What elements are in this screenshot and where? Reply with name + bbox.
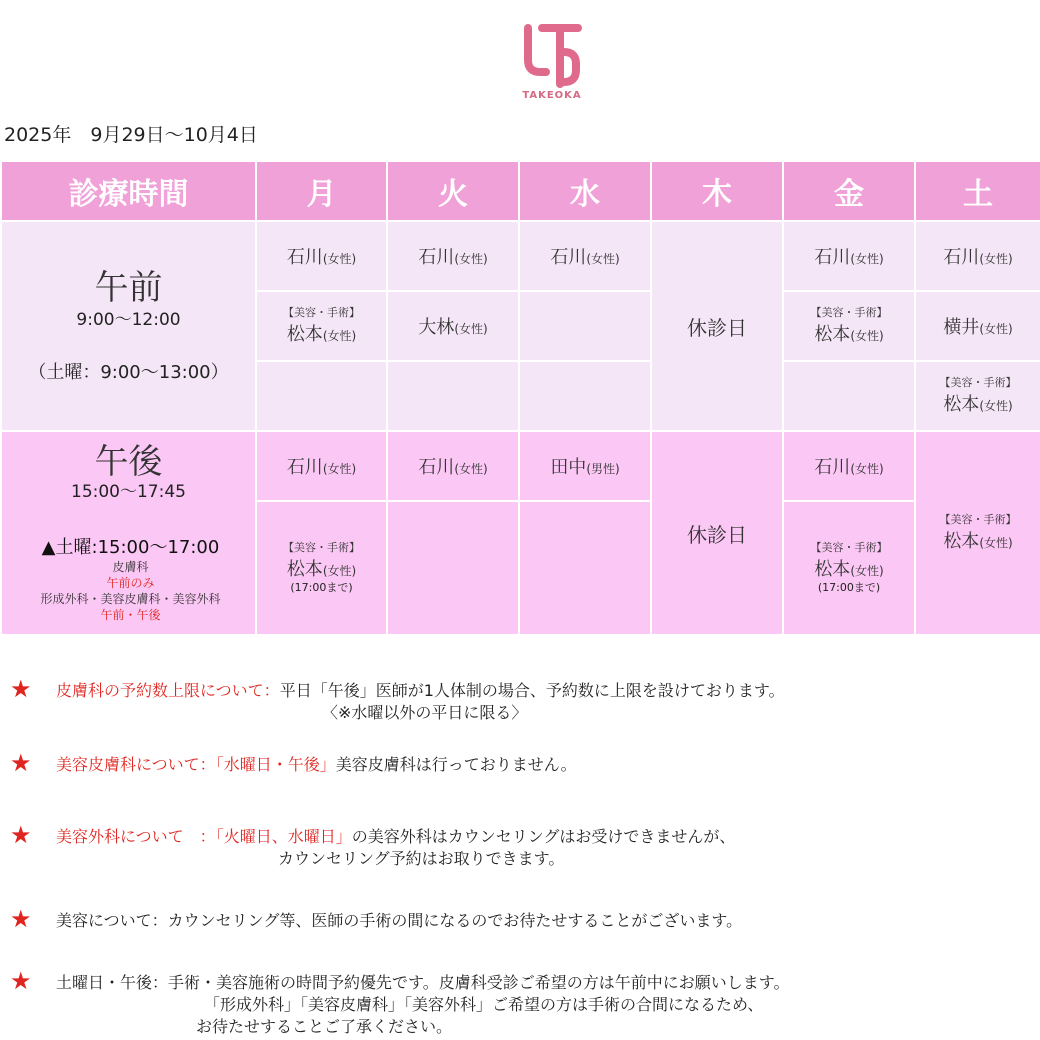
pm-row-1 [1, 431, 1040, 501]
pm-note-derm: 皮膚科 [112, 560, 149, 574]
am-sat-3: 【美容・手術】 松本(女性) [915, 361, 1040, 431]
star-icon: ★ [10, 905, 32, 933]
pm-wed-2 [519, 501, 651, 635]
pm-saturday-time: ▲土曜:15:00～17:00 [41, 537, 220, 558]
am-mon-2: 【美容・手術】 松本(女性) [256, 291, 387, 361]
am-tue-3 [387, 361, 519, 431]
am-title: 午前 [94, 268, 163, 308]
logo-text: TAKEOKA [522, 90, 582, 101]
header-thu: 木 [651, 161, 783, 221]
am-wed-1: 石川(女性) [519, 221, 651, 291]
am-row-1 [1, 221, 1040, 291]
header-sat: 土 [915, 161, 1040, 221]
header-wed: 水 [519, 161, 651, 221]
note-beauty-surgery: ★ 美容外科について ：「火曜日、水曜日」の美容外科はカウンセリングはお受けできませんが、 カウンセリング予約はお取りできます。 [10, 821, 736, 868]
pm-thu-closed: 休診日 [651, 431, 783, 635]
pm-tue-2 [387, 501, 519, 635]
am-fri-3 [783, 361, 915, 431]
header-tue: 火 [387, 161, 519, 221]
pm-label-cell [1, 431, 256, 635]
am-label-cell [1, 221, 256, 431]
star-icon: ★ [10, 967, 32, 995]
am-sat-1: 石川(女性) [915, 221, 1040, 291]
header-hours: 診療時間 [1, 161, 256, 221]
star-icon: ★ [10, 821, 32, 849]
note-derm-limit: ★ 皮膚科の予約数上限について：平日「午後」医師が1人体制の場合、予約数に上限を設けております。 〈※水曜以外の平日に限る〉 [10, 675, 785, 722]
am-fri-2: 【美容・手術】 松本(女性) [783, 291, 915, 361]
am-mon-1: 石川(女性) [256, 221, 387, 291]
pm-time: 15:00～17:45 [71, 482, 186, 502]
pm-note-am-pm: 午前・午後 [100, 608, 161, 622]
am-time: 9:00～12:00 [76, 310, 181, 330]
header-row [1, 161, 1040, 221]
schedule-table [0, 160, 1040, 636]
note-beauty-derm: ★ 美容皮膚科について：「水曜日・午後」美容皮膚科は行っておりません。 [10, 749, 577, 777]
note-beauty-wait: ★ 美容について：カウンセリング等、医師の手術の間になるのでお待たせすることがございます。 [10, 905, 743, 933]
star-icon: ★ [10, 749, 32, 777]
pm-mon-1: 石川(女性) [256, 431, 387, 501]
am-tue-2: 大林(女性) [387, 291, 519, 361]
am-mon-3 [256, 361, 387, 431]
am-thu-closed: 休診日 [651, 221, 783, 431]
note-saturday-pm: ★ 土曜日・午後：手術・美容施術の時間予約優先です。皮膚科受診ご希望の方は午前中にお願いします。 「形成外科」「美容皮膚科」「美容外科」ご希望の方は手術の合間になるため、 お待たせすることご了承ください。 [10, 967, 790, 1036]
pm-tue-1: 石川(女性) [387, 431, 519, 501]
pm-note-depts: 形成外科・美容皮膚科・美容外科 [40, 592, 221, 606]
pm-note-am-only: 午前のみ [106, 576, 155, 590]
pm-title: 午後 [94, 442, 163, 482]
header-mon: 月 [256, 161, 387, 221]
pm-fri-2: 【美容・手術】 松本(女性) (17:00まで) [783, 501, 915, 635]
pm-wed-1: 田中(男性) [519, 431, 651, 501]
pm-sat: 【美容・手術】 松本(女性) [915, 431, 1040, 635]
am-tue-1: 石川(女性) [387, 221, 519, 291]
am-fri-1: 石川(女性) [783, 221, 915, 291]
pm-fri-1: 石川(女性) [783, 431, 915, 501]
pm-mon-2: 【美容・手術】 松本(女性) (17:00まで) [256, 501, 387, 635]
am-sat-2: 横井(女性) [915, 291, 1040, 361]
star-icon: ★ [10, 675, 32, 703]
week-range: 2025年 9月29日～10月4日 [4, 124, 258, 146]
notes-list [0, 675, 1040, 1038]
header-fri: 金 [783, 161, 915, 221]
am-saturday-time: （土曜：9:00～13:00） [28, 362, 229, 383]
am-wed-3 [519, 361, 651, 431]
am-wed-2 [519, 291, 651, 361]
